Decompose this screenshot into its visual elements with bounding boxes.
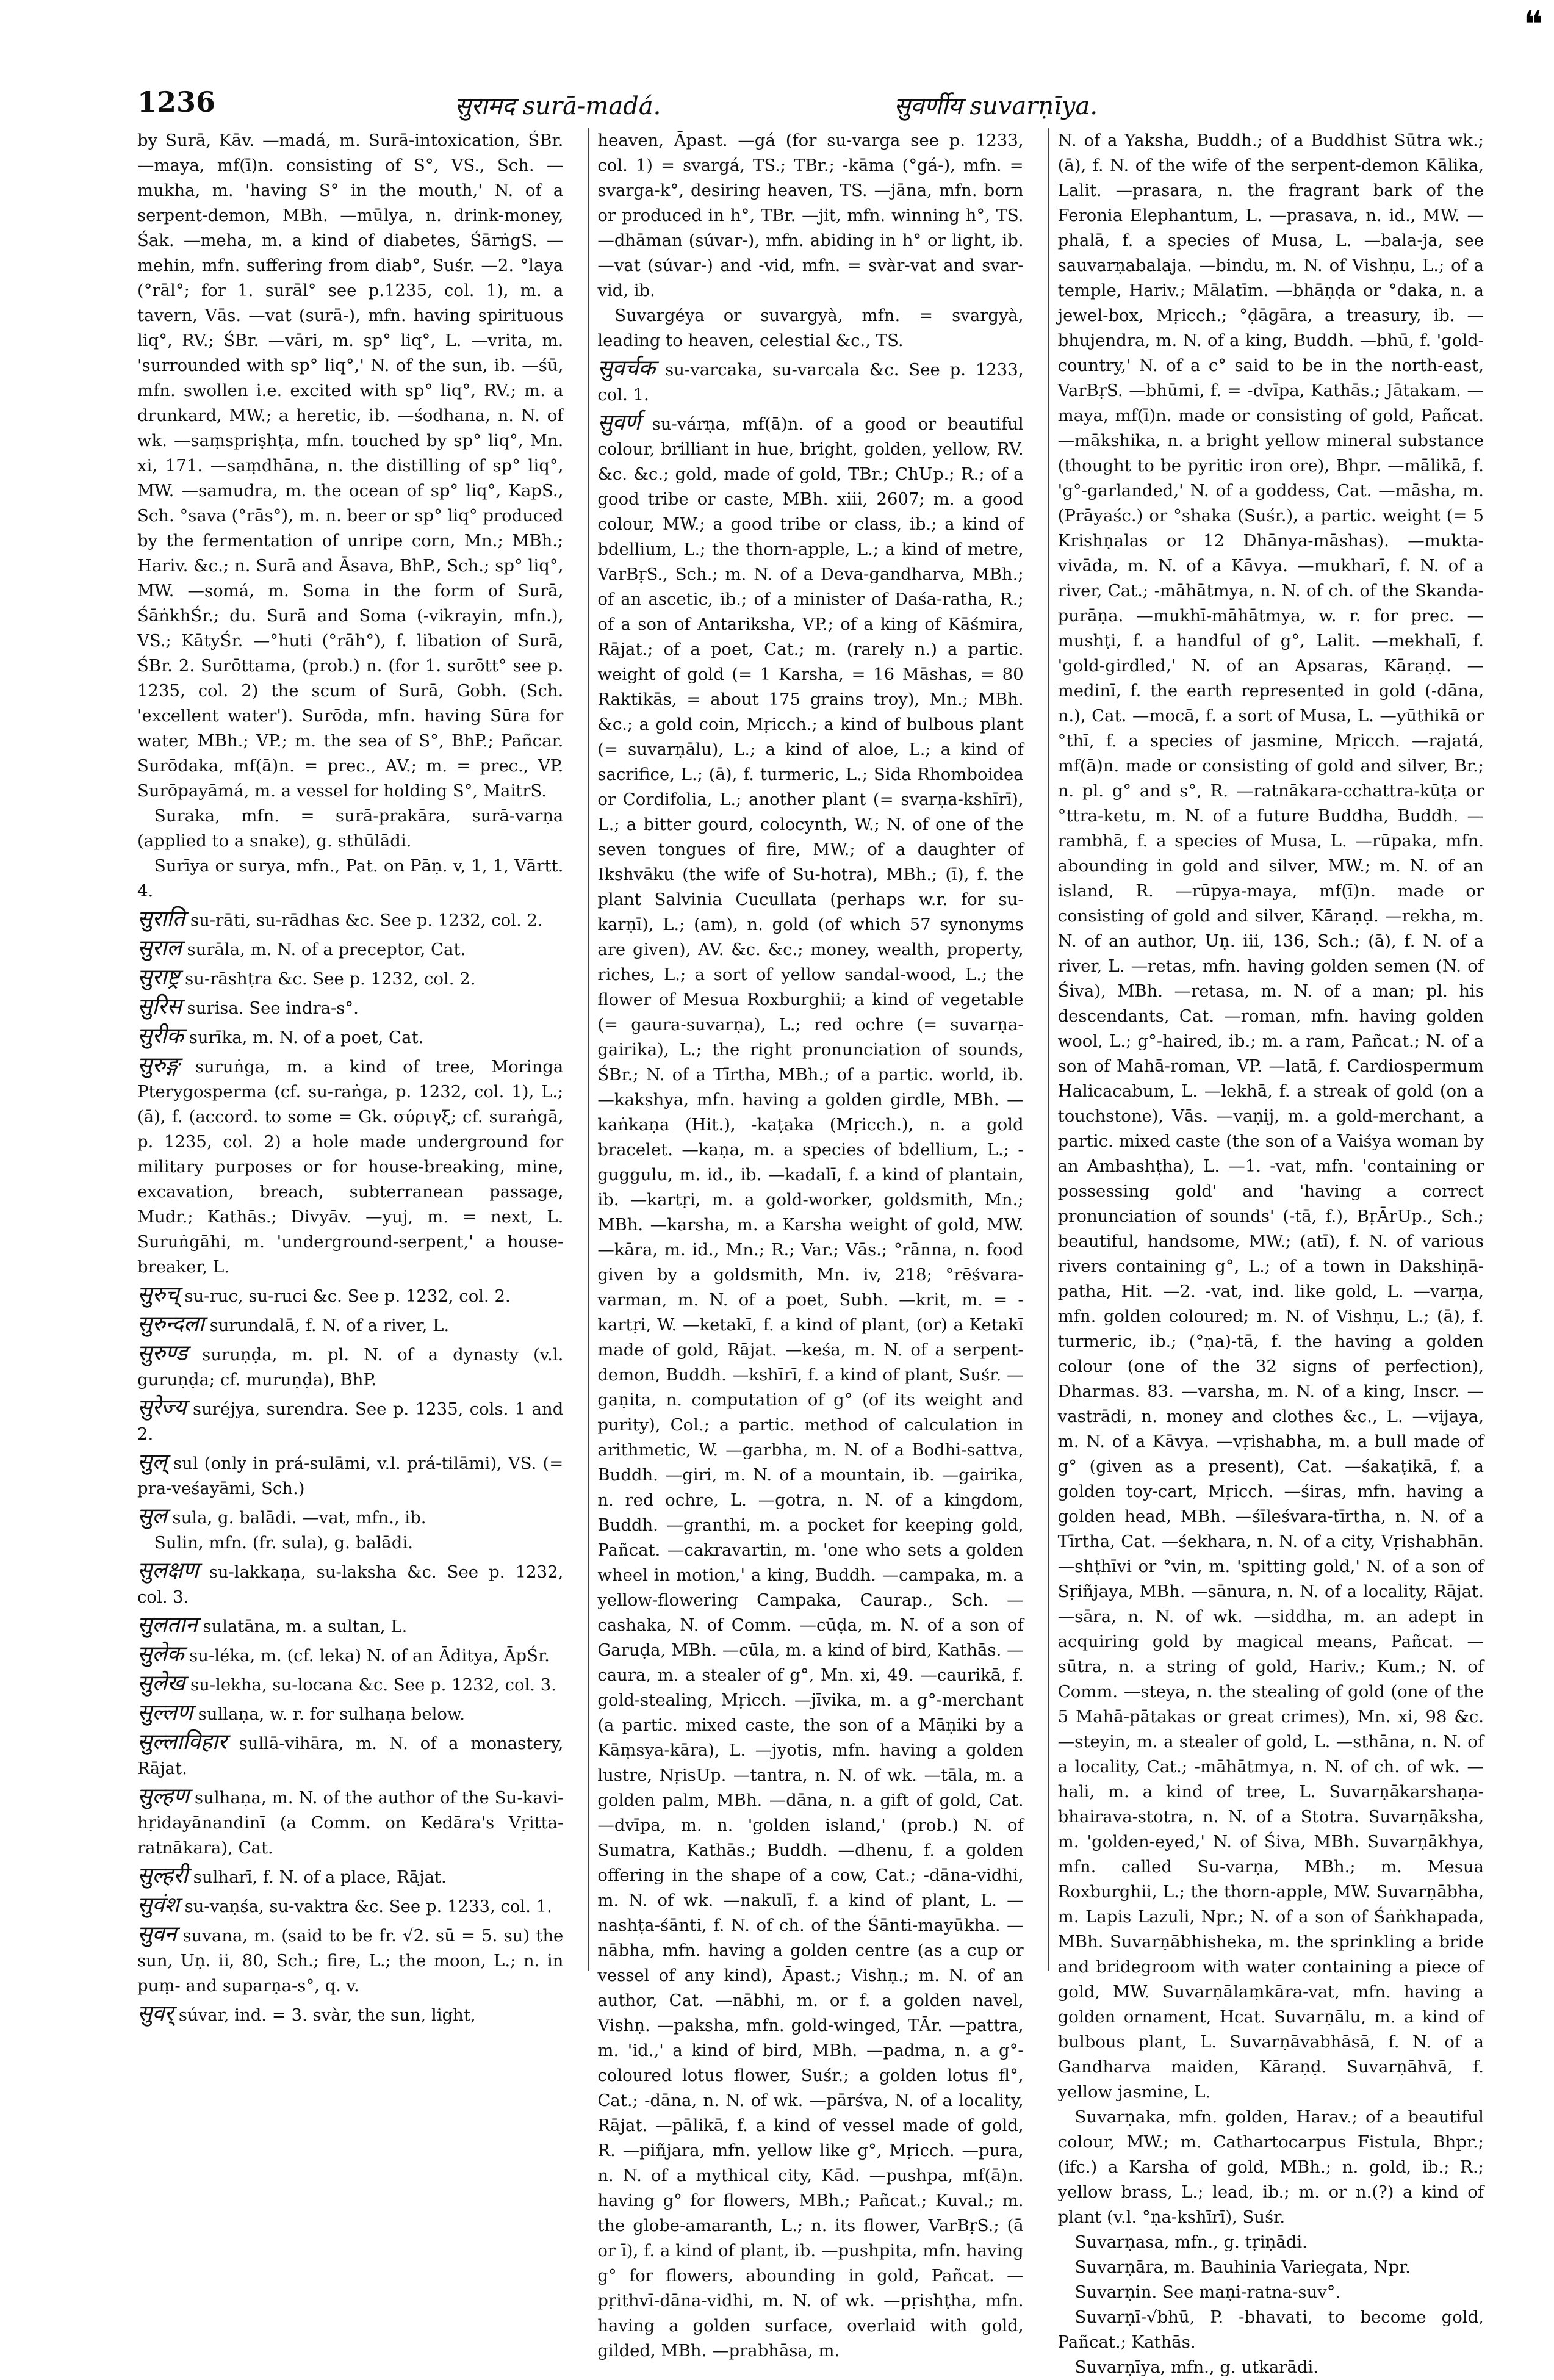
dictionary-entry [137, 854, 563, 904]
entry-lemma: सुवर् [137, 2001, 174, 2026]
entry-lemma: सुराति [137, 906, 185, 931]
dictionary-columns [137, 128, 1484, 2377]
entry-text: súvar, ind. = 3. svàr, the sun, light, [178, 2005, 476, 2025]
entry-text: Surīya or surya, mfn., Pat. on Pāṇ. v, 1, 1, Vārtt. 4. [137, 856, 564, 901]
entry-text: surundalā, f. N. of a river, L. [209, 1316, 450, 1335]
dictionary-entry [597, 128, 1023, 303]
page-corner-mark: ❝ [1523, 3, 1543, 46]
column-middle [588, 128, 1024, 2360]
page-header [137, 73, 1475, 122]
entry-lemma: सुरीक [137, 1023, 184, 1048]
dictionary-entry [137, 1053, 563, 1280]
entry-lemma: सुरेज्य [137, 1395, 187, 1420]
entry-text: Suvargéya or suvargyà, mfn. = svargyà, leading to heaven, celestial &c., TS. [597, 306, 1024, 350]
dictionary-entry [137, 128, 563, 804]
dictionary-entry [137, 906, 563, 933]
dictionary-entry [1058, 128, 1484, 2105]
column-left [137, 128, 564, 2026]
entry-text: Suvarṇaka, mfn. golden, Harav.; of a beautiful colour, MW.; m. Cathartocarpus Fistula, Bhpr.; (ifc.) a Karsha of gold, MBh.; n. gold, ib.; R.; yellow brass, L.; lead, ib.; m. or n.(?) a kind of plant (v.l. °ṇa-kshīrī), Suśr. [1057, 2107, 1484, 2227]
dictionary-entry [597, 410, 1023, 2364]
entry-text: su-léka, m. (cf. leka) N. of an Āditya, ĀpŚr. [189, 1646, 550, 1665]
entry-lemma: सुवन [137, 1922, 177, 1947]
entry-text: heaven, Āpast. —gá (for su-varga see p. 1233, col. 1) = svargá, TS.; TBr.; -kāma (°gá-), mfn. = svarga-k°, desiring heaven, TS. —jāna, mfn. born or produced in h°, TBr. —jit, mfn. winning h°, TS. —dhāman (súvar-), mfn. abiding in h° or light, ib. —vat (súvar-) and -vid, mfn. = svàr-vat and svar-vid, ib. [597, 131, 1024, 300]
dictionary-entry [1058, 2230, 1484, 2255]
page-number: 1236 [137, 85, 216, 118]
entry-lemma: सुलेक [137, 1642, 184, 1667]
entry-lemma: सुरुङ्ग [137, 1053, 179, 1078]
entry-text: Suvarṇāra, m. Bauhinia Variegata, Npr. [1074, 2257, 1411, 2277]
entry-lemma: सुराष्ट्र [137, 965, 180, 990]
entry-text: sulatāna, m. a sultan, L. [203, 1617, 408, 1636]
entry-lemma: सुल [137, 1504, 167, 1529]
entry-lemma: सुरुन्दला [137, 1311, 204, 1336]
dictionary-entry [137, 936, 563, 962]
dictionary-entry [137, 804, 563, 854]
column-right [1048, 128, 1484, 2377]
dictionary-entry [137, 1892, 563, 1919]
entry-text: surīka, m. N. of a poet, Cat. [189, 1028, 424, 1047]
entry-text: surāla, m. N. of a preceptor, Cat. [187, 940, 466, 959]
dictionary-entry [137, 1863, 563, 1890]
entry-text: Suvarṇī-√bhū, P. -bhavati, to become gold, Pañcat.; Kathās. [1057, 2307, 1484, 2352]
dictionary-entry [137, 1671, 563, 1698]
dictionary-entry [137, 1023, 563, 1050]
running-head-right: सुवर्णीय suvarṇīya. [894, 92, 1098, 120]
entry-text: su-rāti, su-rādhas &c. See p. 1232, col. 2. [190, 911, 543, 930]
dictionary-entry [1058, 2355, 1484, 2380]
dictionary-entry [137, 965, 563, 992]
dictionary-entry [137, 1449, 563, 1501]
entry-lemma: सुरुच् [137, 1282, 179, 1307]
entry-text: by Surā, Kāv. —madá, m. Surā-intoxication, ŚBr. —maya, mf(ī)n. consisting of S°, VS., Sch. —mukha, m. 'having S° in the mouth,' N. of a serpent-demon, MBh. —mūlya, n. drink-money, Śak. —meha, m. a kind of diabetes, ŚārṅgS. —mehin, mfn. suffering from diab°, Suśr. —2. °laya (°rāl°; for 1. surāl° see p.1235, col. 1), m. a tavern, Vās. —vat (surā-), mfn. having spirituous liq°, RV.; ŚBr. —vāri, m. sp° liq°, L. —vrita, m. 'surrounded with sp° liq°,' N. of the sun, ib. —śū, mfn. swollen i.e. excited with sp° liq°, RV.; m. a drunkard, MW.; a heretic, ib. —śodhana, n. N. of wk. —saṃspriṣhṭa, mfn. touched by sp° liq°, Mn. xi, 171. —saṃdhāna, n. the distilling of sp° liq°, MW. —samudra, m. the ocean of sp° liq°, KapS., Sch. °sava (°rās°), m. n. beer or sp° liq° produced by the fermentation of unripe corn, Mn.; MBh.; Hariv. &c.; n. Surā and Āsava, BhP., Sch.; sp° liq°, MW. —somá, m. Soma in the form of Surā, ŚāṅkhŚr.; du. Surā and Soma (-vikrayin, mfn.), VS.; KātyŚr. —°huti (°rāh°), f. libation of Surā, ŚBr. 2. Surōttama, (prob.) n. (for 1. surōtt° see p. 1235, col. 2) the scum of Surā, Gobh. (Sch. 'excellent water'). Surōda, mfn. having Sūra for water, MBh.; VP.; m. the sea of S°, BhP.; Pañcar. Surōdaka, mf(ā)n. = prec., AV.; m. = prec., VP. Surōpayāmá, m. a vessel for holding S°, MaitrS. [137, 131, 564, 801]
entry-text: suruṅga, m. a kind of tree, Moringa Pterygosperma (cf. su-raṅga, p. 1232, col. 1), L.; (ā), f. (accord. to some = Gk. σύριγξ; cf. suraṅgā, p. 1235, col. 2) a hole made underground for military purposes or for house-breaking, mine, excavation, breach, subterranean passage, Mudr.; Kathās.; Divyāv. —yuj, m. = next, L. Suruṅgāhi, m. 'underground-serpent,' a house-breaker, L. [137, 1057, 564, 1277]
running-head-left: सुरामद surā-madá. [455, 92, 661, 120]
entry-lemma: सुवर्ण [597, 410, 641, 435]
entry-text: Suraka, mfn. = surā-prakāra, surā-varṇa (applied to a snake), g. sthūlādi. [137, 806, 564, 851]
entry-text: N. of a Yaksha, Buddh.; of a Buddhist Sūtra wk.; (ā), f. N. of the wife of the serpent-demon Kālika, Lalit. —prasara, n. the fragrant bark of the Feronia Elephantum, L. —prasava, n. id., MW. —phalā, f. a species of Musa, L. —bala-ja, see sauvarṇabalaja. —bindu, m. N. of Vishṇu, L.; of a temple, Hariv.; Mālatīm. —bhāṇḍa or °daka, n. a jewel-box, Mṛicch.; °ḍāgāra, a treasury, ib. —bhujendra, m. N. of a king, Buddh. —bhū, f. 'gold-country,' N. of a c° said to be in the north-east, VarBṛS. —bhūmi, f. = -dvīpa, Kathās.; Jātakam. —maya, mf(ī)n. made or consisting of gold, Pañcat. —mākshika, n. a bright yellow mineral substance (thought to be pyritic iron ore), Bhpr. —mālikā, f. 'g°-garlanded,' N. of a goddess, Cat. —māsha, m. (Prāyaśc.) or °shaka (Suśr.), a partic. weight (= 5 Krishṇalas or 12 Dhānya-māshas). —mukta-vivāda, m. N. of a Kāvya. —mukharī, f. N. of a river, Cat.; -māhātmya, n. N. of ch. of the Skanda-purāṇa. —mukhī-māhātmya, w. r. for prec. —mushṭi, f. a handful of g°, Lalit. —mekhalī, f. 'gold-girdled,' N. of an Apsaras, Kāraṇḍ. —medinī, f. the earth represented in gold (-dāna, n.), Cat. —mocā, f. a sort of Musa, L. —yūthikā or °thī, f. a species of jasmine, Mṛicch. —rajatá, mf(ā)n. made or consisting of gold and silver, Br.; n. pl. g° and s°, R. —ratnākara-cchattra-kūṭa or °ttra-ketu, m. N. of a future Buddha, Buddh. —rambhā, f. a species of Musa, L. —rūpaka, mfn. abounding in gold and silver, MW.; m. N. of an island, R. —rūpya-maya, mf(ī)n. made or consisting of gold and silver, Kāraṇḍ. —rekha, m. N. of an author, Uṇ. iii, 136, Sch.; (ā), f. N. of a river, L. —retas, mfn. having golden semen (N. of Śiva), MBh. —retasa, m. N. of a man; pl. his descendants, Cat. —roman, mfn. having golden wool, L.; g°-haired, ib.; m. a ram, Pañcat.; N. of a son of Mahā-roman, VP. —latā, f. Cardiospermum Halicacabum, L. —lekhā, f. a streak of gold (on a touchstone), Vās. —vaṇij, m. a gold-merchant, a partic. mixed caste (the son of a Vaiśya woman by an Ambashṭha), L. —1. -vat, mfn. 'containing or possessing gold' and 'having a correct pronunciation of sounds' (-tā, f.), BṛĀrUp., Sch.; beautiful, handsome, MW.; (atī), f. N. of various rivers containing g°, L.; of a town in Dakshiṇā-patha, Hit. —2. -vat, ind. like gold, L. —varṇa, mfn. golden coloured; m. N. of Vishṇu, L.; (ā), f. turmeric, ib.; (°ṇa)-tā, f. the having a golden colour (one of the 32 signs of perfection), Dharmas. 83. —varsha, m. N. of a king, Inscr. —vastrādi, n. money and clothes &c., L. —vijaya, m. N. of a Kāvya. —vṛishabha, m. a bull made of g° (given as a present), Cat. —śakaṭikā, f. a golden toy-cart, Mṛicch. —śiras, mfn. having a golden head, MBh. —śīleśvara-tīrtha, n. N. of a Tīrtha, Cat. —śekhara, n. N. of a city, Vṛishabhān. —shṭhīvi or °vin, m. 'spitting gold,' N. of a son of Sṛiñjaya, MBh. —sānura, n. N. of a locality, Rājat. —sāra, n. N. of wk. —siddha, m. an adept in acquiring gold by magical means, Pañcat. —sūtra, n. a string of gold, Hariv.; Kum.; N. of Comm. —steya, n. the stealing of gold (one of the 5 Mahā-pātakas or great crimes), Mn. xi, 98 &c. —steyin, m. a stealer of gold, L. —sthāna, n. N. of a locality, Cat.; -māhātmya, n. N. of ch. of wk. —hali, m. a kind of tree, L. Suvarṇākarshaṇa-bhairava-stotra, n. N. of a Stotra. Suvarṇāksha, m. 'golden-eyed,' N. of Śiva, MBh. Suvarṇākhya, mfn. called Su-varṇa, MBh.; m. Mesua Roxburghii, L.; the thorn-apple, MW. Suvarṇābha, m. Lapis Lazuli, Npr.; N. of a son of Śaṅkhapada, MBh. Suvarṇābhisheka, m. the sprinkling a bride and bridegroom with water containing a piece of gold, MW. Suvarṇālaṃkāra-vat, mfn. having a golden ornament, Hcat. Suvarṇālu, m. a kind of bulbous plant, L. Suvarṇāvabhāsā, f. N. of a Gandharva maiden, Kāraṇḍ. Suvarṇāhvā, f. yellow jasmine, L. [1057, 131, 1484, 2102]
dictionary-entry [137, 1612, 563, 1639]
entry-text: sulharī, f. N. of a place, Rājat. [193, 1867, 447, 1887]
dictionary-entry [137, 1784, 563, 1861]
entry-text: su-lekha, su-locana &c. See p. 1232, col. 3. [190, 1675, 557, 1695]
entry-text: Sulin, mfn. (fr. sula), g. balādi. [154, 1533, 413, 1552]
dictionary-entry [1058, 2305, 1484, 2355]
entry-text: su-varcaka, su-varcala &c. See p. 1233, col. 1. [597, 360, 1024, 405]
dictionary-entry [137, 1311, 563, 1338]
entry-lemma: सुल्लण [137, 1700, 193, 1725]
dictionary-entry [137, 1282, 563, 1309]
entry-text: sul (only in prá-sulāmi, v.l. prá-tilāmi), VS. (= pra-veśayāmi, Sch.) [137, 1454, 564, 1498]
entry-text: sulhaṇa, m. N. of the author of the Su-kavi-hṛidayānandinī (a Comm. on Kedāra's Vṛitta-ratnākara), Cat. [137, 1788, 564, 1858]
dictionary-entry [137, 1531, 563, 1556]
entry-lemma: सुरिस [137, 994, 182, 1019]
dictionary-entry [1058, 2105, 1484, 2230]
dictionary-entry [1058, 2255, 1484, 2280]
entry-text: su-vaṇśa, su-vaktra &c. See p. 1233, col. 1. [184, 1897, 552, 1916]
dictionary-entry [1058, 2280, 1484, 2305]
entry-lemma: सुलतान [137, 1612, 198, 1637]
entry-lemma: सुराल [137, 936, 182, 961]
entry-lemma: सुरुण्ड [137, 1341, 188, 1366]
entry-text: suréjya, surendra. See p. 1235, cols. 1 and 2. [137, 1399, 564, 1444]
dictionary-entry [137, 1700, 563, 1727]
dictionary-entry [597, 356, 1023, 408]
dictionary-entry [137, 1922, 563, 1999]
dictionary-entry [137, 994, 563, 1021]
dictionary-entry [137, 1504, 563, 1531]
entry-lemma: सुवर्चक [597, 356, 656, 381]
entry-text: su-rāshṭra &c. See p. 1232, col. 2. [185, 969, 476, 989]
entry-text: Suvarṇīya, mfn., g. utkarādi. [1074, 2357, 1318, 2377]
entry-lemma: सुल् [137, 1449, 167, 1474]
dictionary-entry [137, 1729, 563, 1781]
entry-text: sullā-vihāra, m. N. of a monastery, Rājat. [137, 1734, 564, 1778]
dictionary-entry [597, 303, 1023, 353]
entry-lemma: सुल्लाविहार [137, 1729, 227, 1754]
entry-text: su-lakkaṇa, su-laksha &c. See p. 1232, col. 3. [137, 1562, 564, 1607]
dictionary-entry [137, 1395, 563, 1447]
entry-lemma: सुलक्षण [137, 1558, 199, 1583]
entry-text: sullaṇa, w. r. for sulhaṇa below. [198, 1704, 465, 1724]
entry-text: suruṇḍa, m. pl. N. of a dynasty (v.l. guruṇḍa; cf. muruṇḍa), BhP. [137, 1345, 564, 1390]
dictionary-entry [137, 1642, 563, 1668]
entry-text: surisa. See indra-s°. [187, 998, 359, 1018]
dictionary-entry [137, 2001, 563, 2028]
entry-text: Suvarṇin. See maṇi-ratna-suv°. [1074, 2282, 1341, 2302]
dictionary-entry [137, 1558, 563, 1610]
dictionary-entry [137, 1341, 563, 1393]
entry-lemma: सुवंश [137, 1892, 179, 1917]
entry-text: su-várṇa, mf(ā)n. of a good or beautiful colour, brilliant in hue, bright, golden, yellow, RV. &c. &c.; gold, made of gold, TBr.; ChUp.; R.; of a good tribe or caste, MBh. xiii, 2607; m. a good colour, MW.; a good tribe or class, ib.; a kind of bdellium, L.; the thorn-apple, L.; a kind of metre, VarBṛS., Sch.; m. N. of a Deva-gandharva, MBh.; of an ascetic, ib.; of a minister of Daśa-ratha, R.; of a son of Antariksha, VP.; of a king of Kāśmira, Rājat.; of a poet, Cat.; m. (rarely n.) a partic. weight of gold (= 1 Karsha, = 16 Māshas, = 80 Raktikās, = about 175 grains troy), Mn.; MBh. &c.; a gold coin, Mṛicch.; a kind of bulbous plant (= suvarṇālu), L.; a kind of aloe, L.; a kind of sacrifice, L.; (ā), f. turmeric, L.; Sida Rhomboidea or Cordifolia, L.; another plant (= svarṇa-kshīrī), L.; a bitter gourd, colocynth, W.; N. of one of the seven tongues of fire, MW.; of a daughter of Ikshvāku (the wife of Su-hotra), MBh.; (ī), f. the plant Salvinia Cucullata (perhaps w.r. for su-karṇī), L.; (am), n. gold (of which 57 synonyms are given), AV. &c. &c.; money, wealth, property, riches, L.; a sort of yellow sandal-wood, L.; the flower of Mesua Roxburghii; a kind of vegetable (= gaura-suvarṇa), L.; red ochre (= suvarṇa-gairika), L.; the right pronunciation of sounds, ŚBr.; N. of a Tīrtha, MBh.; of a partic. world, ib. —kakshya, mfn. having a golden girdle, MBh. —kaṅkaṇa (Hit.), -kaṭaka (Mṛicch.), n. a gold bracelet. —kaṇa, m. a species of bdellium, L.; -guggulu, m. id., ib. —kadalī, f. a kind of plantain, ib. —kartṛi, m. a gold-worker, goldsmith, Mn.; MBh. —karsha, m. a Karsha weight of gold, MW. —kāra, m. id., Mn.; R.; Var.; Vās.; °rānna, n. food given by a goldsmith, Mn. iv, 218; °rēśvara-varman, m. N. of a poet, Subh. —krit, m. = -kartṛi, W. —ketakī, f. a kind of plant, (or) a Ketakī made of gold, Rājat. —keśa, m. N. of a serpent-demon, Buddh. —kshīrī, f. a kind of plant, Suśr. —gaṇita, n. computation of g° (of its weight and purity), Col.; a partic. method of calculation in arithmetic, W. —garbha, m. N. of a Bodhi-sattva, Buddh. —giri, m. N. of a mountain, ib. —gairika, n. red ochre, L. —gotra, n. N. of a kingdom, Buddh. —granthi, m. a pocket for keeping gold, Pañcat. —cakravartin, m. 'one who sets a golden wheel in motion,' a king, Buddh. —campaka, m. a yellow-flowering Campaka, Caurap., Sch. —cashaka, N. of Comm. —cūḍa, m. N. of a son of Garuḍa, MBh. —cūla, m. a kind of bird, Kathās. —caura, m. a stealer of g°, Mn. xi, 49. —caurikā, f. gold-stealing, Mṛicch. —jīvika, m. a g°-merchant (a partic. mixed caste, the son of a Māṇiki by a Kāṃsya-kāra), L. —jyotis, mfn. having a golden lustre, NṛisUp. —tantra, n. N. of wk. —tāla, m. a golden palm, MBh. —dāna, n. a gift of gold, Cat. —dvīpa, m. n. 'golden island,' (prob.) N. of Sumatra, Kathās.; Buddh. —dhenu, f. a golden offering in the shape of a cow, Cat.; -dāna-vidhi, m. N. of wk. —nakulī, f. a kind of plant, L. —nashṭa-śānti, f. N. of ch. of the Śānti-mayūkha. —nābha, mfn. having a golden centre (as a cup or vessel of any kind), Āpast.; Vishṇ.; m. N. of an author, Cat. —nābhi, m. or f. a golden navel, Vishṇ. —paksha, mfn. gold-winged, TĀr. —pattra, m. 'id.,' a kind of bird, MBh. —padma, n. a g°-coloured lotus flower, Suśr.; a golden lotus fl°, Cat.; -dāna, n. N. of wk. —pārśva, N. of a locality, Rājat. —pālikā, f. a kind of vessel made of gold, R. —piñjara, mfn. yellow like g°, Mṛicch. —pura, n. N. of a mythical city, Kād. —pushpa, mf(ā)n. having g° for flowers, MBh.; Pañcat.; Kuval.; m. the globe-amaranth, L.; n. its flower, VarBṛS.; (ā or ī), f. a kind of plant, ib. —pushpita, mfn. having g° for flowers, abounding in gold, Pañcat. —pṛithvī-dāna-vidhi, m. N. of wk. —pṛishṭha, mfn. having a golden surface, overlaid with gold, gilded, MBh. —prabhāsa, m. [597, 414, 1024, 2360]
entry-lemma: सुल्हण [137, 1784, 189, 1809]
entry-text: su-ruc, su-ruci &c. See p. 1232, col. 2. [184, 1286, 511, 1306]
entry-text: Suvarṇasa, mfn., g. tṛiṇādi. [1074, 2232, 1308, 2252]
entry-text: sula, g. balādi. —vat, mfn., ib. [172, 1508, 426, 1527]
entry-text: suvana, m. (said to be fr. √2. sū = 5. su) the sun, Uṇ. ii, 80, Sch.; fire, L.; the moon, L.; n. in puṃ- and suparṇa-s°, q. v. [137, 1926, 564, 1996]
entry-lemma: सुलेख [137, 1671, 185, 1696]
entry-lemma: सुल्हरी [137, 1863, 189, 1888]
